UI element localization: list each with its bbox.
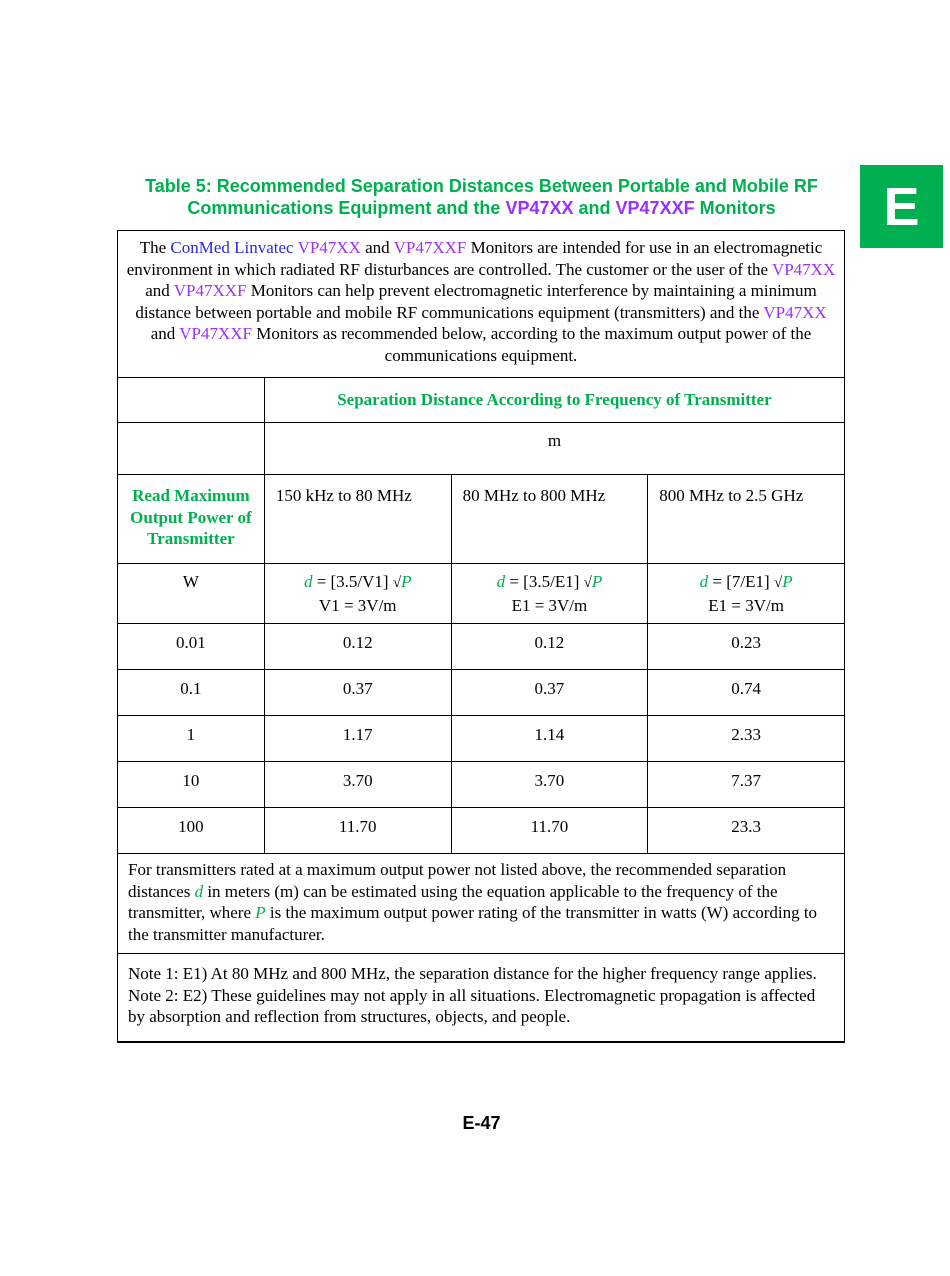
intro-paragraph [118, 231, 845, 378]
eq-d: d [496, 572, 506, 591]
eq-formula: = [3.5/V1] [316, 572, 389, 591]
intro-model-1b: VP47XX [771, 259, 836, 279]
eq-formula: = [3.5/E1] [509, 572, 580, 591]
cell-distance: 23.3 [648, 808, 845, 854]
footnote-text-3: is the maximum output power rating of the transmitter in watts (W) according to the transmitter manufacturer. [128, 903, 818, 944]
empty-header-cell [118, 378, 265, 423]
title-model-2: VP47XXF [615, 198, 695, 218]
table-row [118, 716, 845, 762]
table-title [118, 175, 845, 219]
eq-d: d [699, 572, 709, 591]
intro-text-6: and [150, 324, 176, 343]
separation-header: Separation Distance According to Frequency of Transmitter [264, 378, 844, 423]
cell-distance: 7.37 [648, 762, 845, 808]
cell-distance: 11.70 [451, 808, 648, 854]
footnote-text-2: in meters (m) can be estimated using the equation applicable to the frequency of the transmitter, where [128, 881, 778, 922]
footnote-p: P [255, 903, 266, 922]
intro-text-4: and [145, 281, 170, 300]
cell-distance: 1.17 [264, 716, 451, 762]
table-row [118, 670, 845, 716]
table-row [118, 624, 845, 670]
cell-power: 100 [118, 808, 265, 854]
cell-distance: 0.12 [264, 624, 451, 670]
intro-text-5: Monitors can help prevent electromagnetic interference by maintaining a minimum distance between portable and mobile RF communications equipment (transmitters) and the [135, 281, 817, 322]
cell-distance: 2.33 [648, 716, 845, 762]
title-suffix: Monitors [699, 198, 776, 218]
notes-section [118, 954, 845, 1042]
freq-range-3: 800 MHz to 2.5 GHz [648, 475, 845, 564]
cell-distance: 11.70 [264, 808, 451, 854]
title-and: and [578, 198, 611, 218]
equation-1 [264, 564, 451, 624]
unit-label: m [264, 423, 844, 475]
cell-distance: 0.23 [648, 624, 845, 670]
intro-model-1c: VP47XX [763, 302, 827, 322]
footnote-paragraph [118, 854, 845, 954]
cell-distance: 0.74 [648, 670, 845, 716]
equation-2 [451, 564, 648, 624]
eq-condition: V1 = 3V/m [318, 595, 397, 615]
footnote-d: d [194, 881, 204, 901]
cell-distance: 3.70 [264, 762, 451, 808]
cell-distance: 1.14 [451, 716, 648, 762]
freq-range-2: 80 MHz to 800 MHz [451, 475, 648, 564]
eq-p: P [782, 572, 793, 591]
intro-text-1: The [139, 238, 167, 257]
eq-condition: E1 = 3V/m [708, 595, 784, 615]
eq-d: d [303, 572, 313, 591]
intro-model-2b: VP47XXF [173, 281, 247, 300]
eq-condition: E1 = 3V/m [511, 595, 588, 615]
title-line-1: Table 5: Recommended Separation Distances Between Portable and Mobile RF [145, 176, 818, 196]
brand-name: ConMed Linvatec [170, 238, 294, 257]
intro-model-2c: VP47XXF [179, 324, 252, 343]
cell-power: 0.01 [118, 624, 265, 670]
cell-power: 10 [118, 762, 265, 808]
cell-distance: 3.70 [451, 762, 648, 808]
sqrt-symbol: √ [773, 575, 783, 591]
note-2: Note 2: E2) These guidelines may not apply in all situations. Electromagnetic propagation is affected by absorption and reflection from structures, objects, and people. [128, 985, 816, 1026]
footnote-text-1: For transmitters rated at a maximum output power not listed above, the recommended separation distances [128, 860, 787, 901]
section-tab: E [860, 165, 943, 248]
title-line-2 [118, 197, 845, 219]
title-prefix: Communications Equipment and the [187, 198, 501, 218]
cell-distance: 0.37 [451, 670, 648, 716]
separation-table [117, 230, 845, 1043]
power-unit: W [118, 564, 265, 624]
eq-p: P [591, 572, 603, 591]
equation-3 [648, 564, 845, 624]
eq-formula: = [7/E1] [712, 572, 770, 591]
sqrt-symbol: √ [583, 575, 592, 591]
cell-distance: 0.12 [451, 624, 648, 670]
table-row [118, 762, 845, 808]
intro-text-3: Monitors are intended for use in an electromagnetic environment in which radiated RF disturbances are controlled. The customer or the user of the [126, 238, 823, 279]
intro-text-7: Monitors as recommended below, according to the maximum output power of the communications equipment. [256, 324, 812, 365]
cell-distance: 0.37 [264, 670, 451, 716]
sqrt-symbol: √ [392, 575, 402, 591]
eq-p: P [401, 572, 412, 591]
cell-power: 0.1 [118, 670, 265, 716]
intro-model-2: VP47XXF [393, 238, 467, 257]
intro-model-1: VP47XX [297, 238, 361, 257]
cell-power: 1 [118, 716, 265, 762]
title-model-1: VP47XX [505, 198, 574, 218]
page-number: E-47 [462, 1113, 501, 1133]
freq-range-1: 150 kHz to 80 MHz [264, 475, 451, 564]
table-row [118, 808, 845, 854]
note-1: Note 1: E1) At 80 MHz and 800 MHz, the separation distance for the higher frequency range applies. [128, 964, 817, 983]
power-label: Read Maximum Output Power of Transmitter [118, 475, 265, 564]
empty-unit-cell [118, 423, 265, 475]
intro-text-2: and [365, 238, 390, 257]
